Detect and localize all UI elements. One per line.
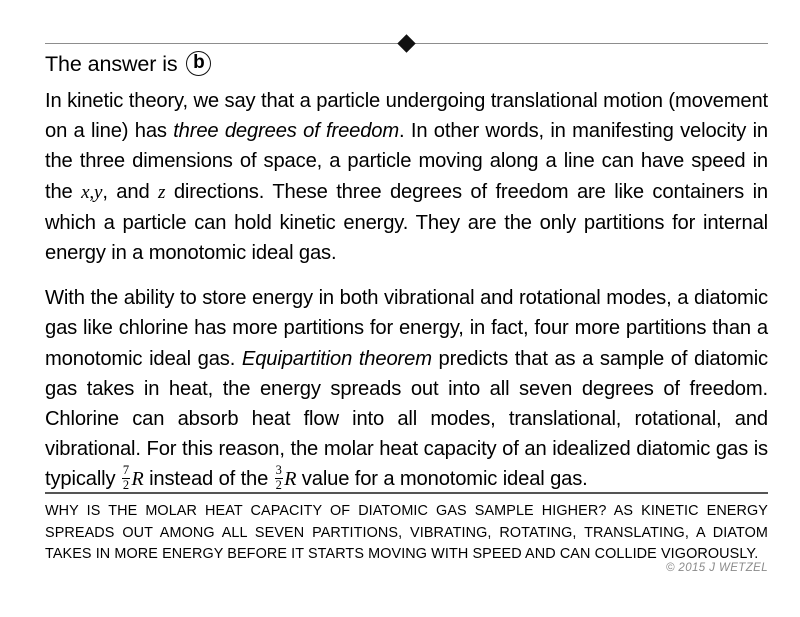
fraction-denominator: 2 bbox=[275, 478, 282, 493]
paragraph-2 bbox=[45, 283, 768, 494]
answer-line bbox=[45, 50, 211, 78]
copyright-notice: © 2015 J WETZEL bbox=[665, 562, 768, 574]
p2-emphasis-equipartition-theorem: Equipartition theorem bbox=[241, 347, 432, 370]
p1-emphasis-degrees-of-freedom: three degrees of freedom bbox=[173, 120, 400, 143]
math-variable-z: z bbox=[158, 181, 166, 203]
answer-prefix-text: The answer is bbox=[45, 52, 178, 76]
fraction-three-halves bbox=[275, 464, 283, 492]
fraction-numerator: 7 bbox=[122, 463, 130, 478]
p1-seg-3: . In other words, in manifesting velocity in the three dimensions of space, a particle moving along a line can have speed in the bbox=[45, 120, 768, 203]
fraction-numerator: 3 bbox=[275, 463, 282, 478]
fraction-seven-halves bbox=[122, 464, 130, 492]
diamond-marker-icon bbox=[397, 34, 415, 52]
p1-seg-7: directions. These three degrees of freedom are like containers in which a particle can hold kinetic energy. They are the only partitions for internal energy in a monotomic ideal gas. bbox=[45, 180, 769, 265]
footer-divider bbox=[45, 492, 768, 494]
p1-seg-5: , and bbox=[102, 180, 159, 203]
gas-constant-symbol-2: R bbox=[284, 468, 297, 491]
body-copy bbox=[45, 86, 768, 495]
answer-choice-badge bbox=[186, 51, 211, 76]
p2-seg-7: value for a monotomic ideal gas. bbox=[296, 468, 588, 491]
fraction-denominator: 2 bbox=[122, 478, 130, 493]
footer-summary: WHY IS THE MOLAR HEAT CAPACITY OF DIATOMIC GAS SAMPLE HIGHER? AS KINETIC ENERGY SPREADS OUT AMONG ALL SEVEN PARTITIONS, VIBRATING, ROTATING, TRANSLATING, A DIATOM TAKES IN MORE ENERGY BEFORE IT STARTS MOVING WITH SPEED AND CAN COLLIDE VIGOROUSLY. bbox=[45, 503, 768, 562]
math-variable-xy: x,y bbox=[81, 181, 103, 203]
p1-seg-1: In kinetic theory, we say that a particle undergoing translational motion (movement on a line) has bbox=[45, 90, 768, 143]
paragraph-1 bbox=[45, 86, 768, 268]
answer-choice-letter: b bbox=[193, 52, 205, 73]
p2-seg-3: predicts that as a sample of diatomic gas takes in heat, the energy spreads out into all seven degrees of freedom. Chlorine can absorb heat flow into all modes, translational, rotational, and vibrational. For this reason, the molar heat capacity of an idealized diatomic gas is typically bbox=[45, 347, 768, 491]
p2-seg-1: With the ability to store energy in both vibrational and rotational modes, a diatomic gas like chlorine has more partitions for energy, in fact, four more partitions than a monotomic ideal gas. bbox=[45, 287, 768, 370]
gas-constant-symbol-1: R bbox=[131, 468, 144, 491]
p2-seg-5: instead of the bbox=[143, 468, 274, 491]
